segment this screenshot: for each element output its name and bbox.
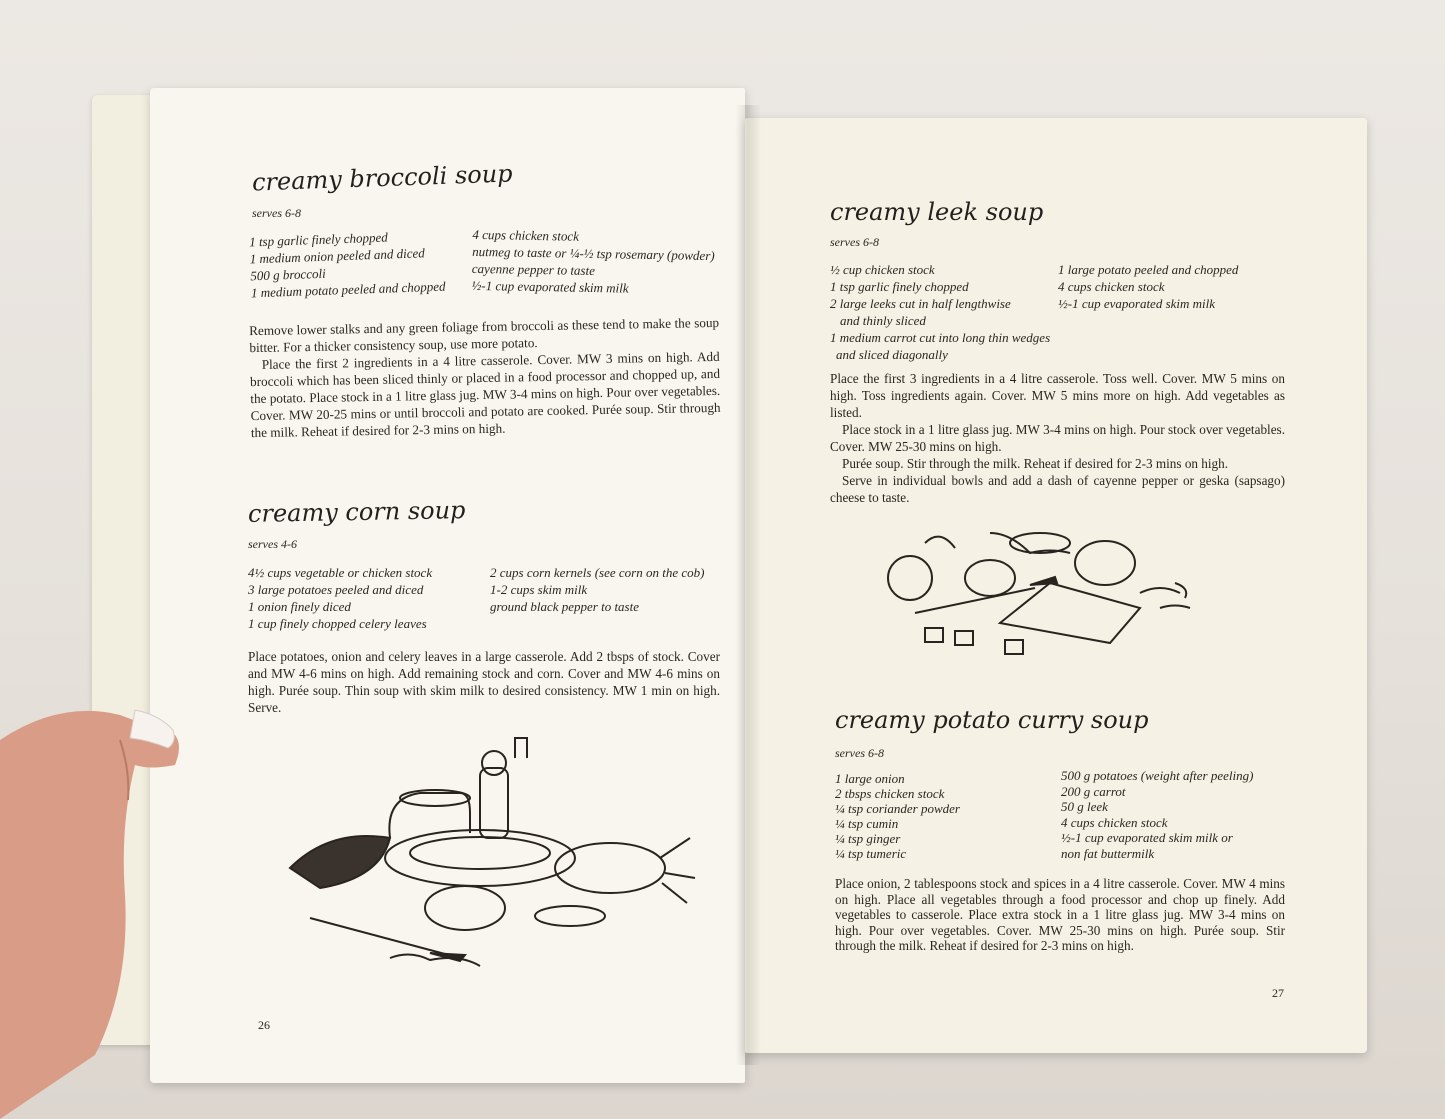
method-paragraph: Purée soup. Stir through the milk. Reheat if desired for 2-3 mins on high. (842, 456, 1229, 471)
potato-curry-serves: serves 6-8 (835, 746, 884, 760)
ingredient: 1 large onion (835, 771, 905, 786)
broccoli-title: creamy broccoli soup (251, 159, 513, 197)
method-paragraph: Serve in individual bowls and add a dash of cayenne pepper or geska (sapsago) cheese to taste. (830, 473, 1285, 505)
ingredient: nutmeg to taste or ¼-½ tsp rosemary (powder) (472, 243, 715, 264)
leek-ingredients-right (1058, 261, 1238, 312)
potato-curry-method (835, 876, 1285, 954)
left-page (150, 88, 745, 1083)
ingredient: 1 tsp garlic finely chopped (248, 229, 388, 250)
leek-ingredients-left (830, 261, 1050, 363)
ingredient: 2 tbsps chicken stock (835, 786, 945, 801)
page-number-left: 26 (258, 1018, 270, 1032)
method-paragraph: Remove lower stalks and any green foliage from broccoli as these tend to make the soup bitter. For a thicker consistency soup, use more potato. (249, 314, 720, 356)
broccoli-ingredients-left (249, 227, 446, 302)
method-paragraph: Place potatoes, onion and celery leaves in a large casserole. Add 2 tbsps of stock. Cover and MW 4-6 mins on high. Add remaining stock and corn. Cover and MW 4-6 mins on high. Purée soup. Thin soup with skim milk to desired consistency. MW 1 min on high. Serve. (248, 649, 720, 715)
ingredient: cayenne pepper to taste (471, 260, 596, 279)
leek-method (830, 370, 1285, 506)
leek-title: creamy leek soup (830, 198, 1044, 226)
ingredient: ¼ tsp cumin (835, 816, 899, 831)
method-paragraph: Place stock in a 1 litre glass jug. MW 3-4 mins on high. Pour stock over vegetables. Cover. MW 25-30 mins on high. (830, 422, 1285, 454)
ingredient: 4 cups chicken stock (1061, 814, 1168, 830)
ingredient: and thinly sliced (840, 313, 926, 328)
right-page (745, 118, 1367, 1053)
ingredient: ¼ tsp ginger (835, 831, 901, 846)
corn-ingredients-left (248, 564, 432, 632)
method-paragraph: Place the first 2 ingredients in a 4 litre casserole. Cover. MW 3 mins on high. Add broccoli which has been sliced thinly or placed in a food processor and chopped up, and the potato. Place stock in a 1 litre glass jug. MW 3-4 mins on high. Pour over vegetables. Cover. MW 20-25 mins or until broccoli and potato are cooked. Purée soup. Stir through the milk. Reheat if desired for 2-3 mins on high. (249, 348, 721, 441)
ingredient: ½-1 cup evaporated skim milk (471, 277, 629, 296)
ingredient: 1 medium onion peeled and diced (249, 245, 426, 267)
ingredient: ¼ tsp tumeric (835, 846, 907, 861)
ingredient: 3 large potatoes peeled and diced (248, 582, 424, 597)
ingredient: ½ cup chicken stock (830, 262, 935, 277)
ingredient: 2 cups corn kernels (see corn on the cob) (490, 565, 705, 580)
ingredient: 500 g broccoli (250, 265, 326, 284)
broccoli-method (249, 314, 721, 441)
corn-ingredients-right (490, 564, 704, 615)
book-spine-shadow (735, 105, 761, 1065)
corn-serves: serves 4-6 (248, 537, 297, 551)
ingredient: ¼ tsp coriander powder (835, 801, 960, 816)
ingredient: 500 g potatoes (weight after peeling) (1061, 768, 1254, 783)
corn-method (248, 648, 720, 716)
potato-curry-title: creamy potato curry soup (835, 706, 1149, 734)
page-number-right: 27 (1272, 986, 1284, 1000)
leek-serves: serves 6-8 (830, 235, 879, 249)
soup-bowl-illustration (270, 728, 710, 978)
ingredient: 1 medium carrot cut into long thin wedges (830, 330, 1051, 345)
broccoli-ingredients-right (471, 226, 715, 298)
hand-holding-book (0, 700, 190, 1119)
ingredient: 4 cups chicken stock (472, 226, 580, 244)
ingredient: 50 g leek (1061, 799, 1108, 814)
ingredient: 2 large leeks cut in half lengthwise (830, 296, 1011, 311)
ingredient: 1 cup finely chopped celery leaves (248, 616, 427, 631)
method-paragraph: Place onion, 2 tablespoons stock and spices in a 4 litre casserole. Cover. MW 4 mins on high. Place all vegetables through a food processor and chop up finely. Add vegetables to casserole. Place extra stock in a 1 litre glass jug. MW 3-4 mins on high. Pour over vegetables. Cover. MW 25-30 mins on high. Purée soup. Stir through the milk. Reheat if desired for 2-3 mins on high. (835, 876, 1285, 953)
ingredient: 1-2 cups skim milk (490, 582, 588, 597)
ingredient: ½-1 cup evaporated skim milk (1058, 296, 1216, 311)
vegetables-illustration (870, 523, 1210, 673)
ingredient: 1 tsp garlic finely chopped (830, 279, 969, 294)
broccoli-serves: serves 6-8 (252, 206, 301, 220)
ingredient: and sliced diagonally (836, 347, 948, 362)
ingredient: non fat buttermilk (1061, 845, 1155, 861)
method-paragraph: Place the first 3 ingredients in a 4 litre casserole. Toss well. Cover. MW 5 mins on high. Toss ingredients again. Cover. MW 5 mins more on high. Add vegetables as listed. (830, 371, 1285, 420)
ingredient: 1 onion finely diced (248, 599, 351, 614)
potato-curry-ingredients-right (1061, 768, 1253, 861)
potato-curry-ingredients-left (835, 771, 960, 861)
ingredient: ground black pepper to taste (490, 599, 639, 614)
ingredient: 200 g carrot (1061, 783, 1126, 799)
ingredient: 4 cups chicken stock (1058, 279, 1165, 294)
corn-title: creamy corn soup (247, 496, 466, 528)
ingredient: 1 medium potato peeled and chopped (250, 278, 446, 301)
ingredient: ½-1 cup evaporated skim milk or (1061, 830, 1233, 845)
ingredient: 4½ cups vegetable or chicken stock (248, 565, 433, 580)
ingredient: 1 large potato peeled and chopped (1058, 262, 1239, 277)
